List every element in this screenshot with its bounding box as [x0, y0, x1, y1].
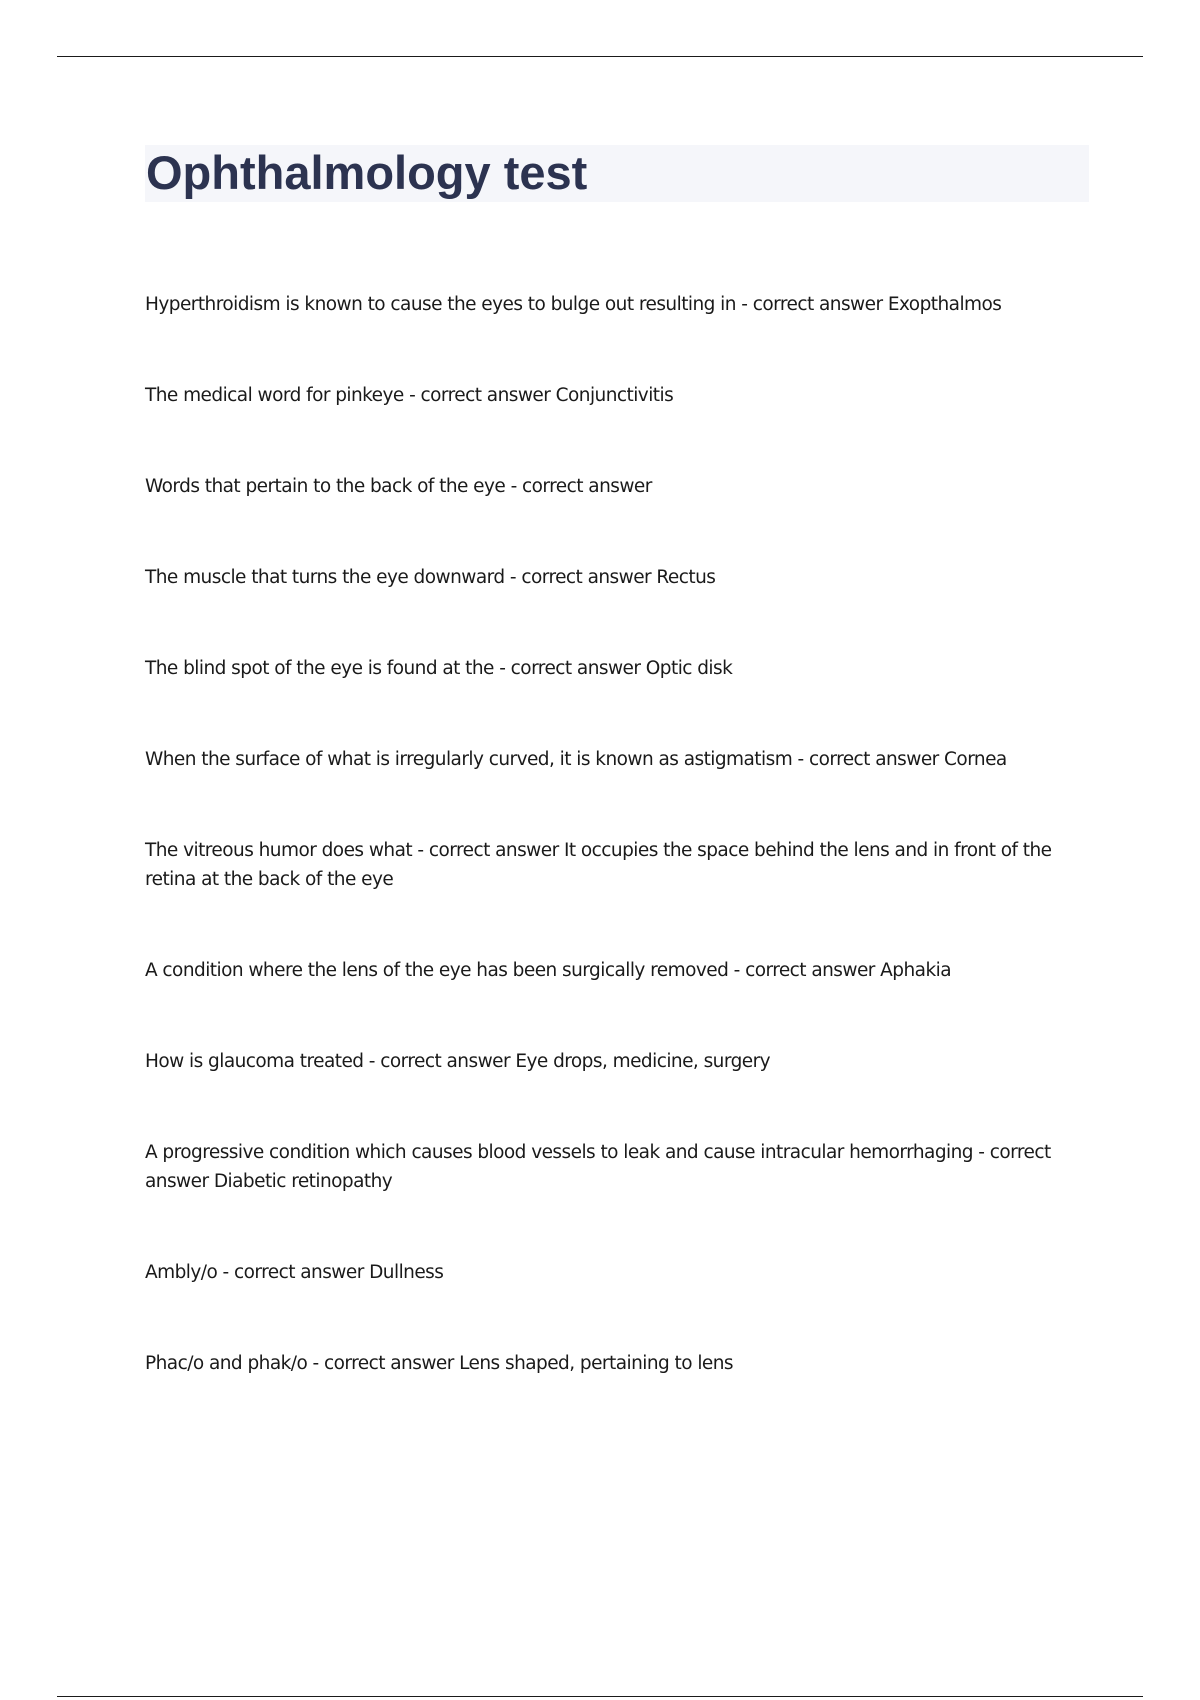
page-title: Ophthalmology test [146, 146, 588, 199]
qa-item-3: Words that pertain to the back of the eye - correct answer [145, 476, 652, 497]
qa-item-1: Hyperthroidism is known to cause the eyes to bulge out resulting in - correct answer Exopthalmos [145, 294, 1002, 315]
qa-item-2: The medical word for pinkeye - correct answer Conjunctivitis [145, 385, 674, 406]
qa-item-8: A condition where the lens of the eye has been surgically removed - correct answer Aphakia [145, 960, 951, 981]
qa-item-6: When the surface of what is irregularly curved, it is known as astigmatism - correct answer Cornea [145, 749, 1007, 770]
qa-list [145, 290, 1090, 1378]
qa-item-12: Phac/o and phak/o - correct answer Lens shaped, pertaining to lens [145, 1353, 734, 1374]
bottom-rule [57, 1696, 1143, 1697]
top-rule [57, 56, 1143, 57]
qa-item-11: Ambly/o - correct answer Dullness [145, 1262, 444, 1283]
qa-item-5: The blind spot of the eye is found at the - correct answer Optic disk [145, 658, 733, 679]
qa-item-9: How is glaucoma treated - correct answer Eye drops, medicine, surgery [145, 1051, 771, 1072]
qa-item-7: The vitreous humor does what - correct answer It occupies the space behind the lens and in front of the retina at the back of the eye [145, 840, 1052, 890]
qa-item-4: The muscle that turns the eye downward - correct answer Rectus [145, 567, 716, 588]
qa-item-10: A progressive condition which causes blood vessels to leak and cause intracular hemorrhaging - correct answer Diabetic retinopathy [145, 1142, 1051, 1192]
